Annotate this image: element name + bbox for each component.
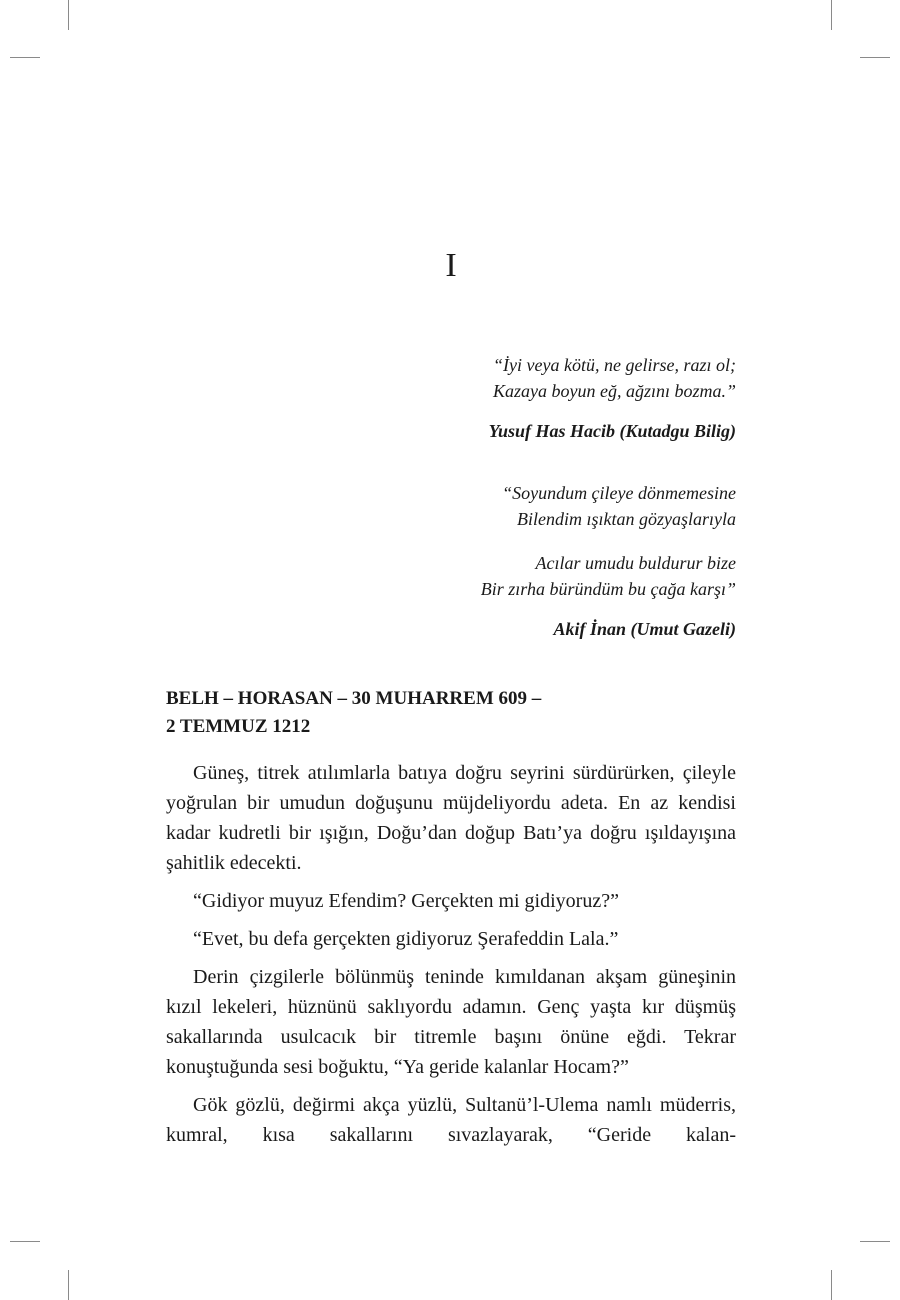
paragraph: Gök gözlü, değirmi akça yüzlü, Sultanü’l-Ulema namlı müderris, kumral, kısa sakallarını sıvazlayarak, “Geride kalan-: [166, 1094, 736, 1146]
page-body: [166, 0, 736, 1300]
crop-mark: [10, 57, 40, 58]
crop-mark: [860, 1241, 890, 1242]
prose-body: [166, 758, 736, 1150]
section-heading-line: 2 TEMMUZ 1212: [166, 716, 311, 737]
epigraph-attribution: Yusuf Has Hacib (Kutadgu Bilig): [488, 421, 736, 441]
epigraph-line: “İyi veya kötü, ne gelirse, razı ol;: [493, 355, 736, 375]
crop-mark: [831, 1270, 832, 1300]
epigraphs: [166, 352, 736, 642]
section-heading-line: BELH – HORASAN – 30 MUHARREM 609 –: [166, 688, 542, 709]
crop-mark: [68, 0, 69, 30]
paragraph: Güneş, titrek atılımlarla batıya doğru seyrini sürdürürken, çileyle yoğrulan bir umudun doğuşunu müjdeliyordu adeta. En az kendisi kadar kudretli bir ışığın, Doğu’dan doğup Batı’ya doğru ışıldayışına şahitlik edecekti.: [166, 762, 736, 874]
epigraph-line: Bilendim ışıktan gözyaşlarıyla: [517, 509, 736, 529]
crop-mark: [10, 1241, 40, 1242]
paragraph: “Gidiyor muyuz Efendim? Gerçekten mi gidiyoruz?”: [193, 890, 619, 912]
epigraph-line: “Soyundum çileye dönmemesine: [502, 483, 736, 503]
crop-mark: [860, 57, 890, 58]
epigraph-kutadgu-bilig: [166, 352, 736, 444]
epigraph-umut-gazeli: [166, 480, 736, 642]
section-heading: [166, 685, 736, 741]
paragraph: Derin çizgilerle bölünmüş teninde kımıldanan akşam güneşinin kızıl lekeleri, hüznünü saklıyordu adamın. Genç yaşta kır düşmüş sakallarında usulcacık bir titremle başını önüne eğdi. Tekrar konuştuğunda sesi boğuktu, “Ya geride kalanlar Hocam?”: [166, 966, 736, 1078]
crop-mark: [831, 0, 832, 30]
stanza-gap: [166, 532, 736, 550]
epigraph-line: Acılar umudu buldurur bize: [535, 553, 736, 573]
chapter-number: I: [445, 247, 457, 284]
paragraph: “Evet, bu defa gerçekten gidiyoruz Şerafeddin Lala.”: [193, 928, 619, 950]
crop-mark: [68, 1270, 69, 1300]
epigraph-line: Bir zırha büründüm bu çağa karşı”: [480, 579, 736, 599]
epigraph-attribution: Akif İnan (Umut Gazeli): [553, 619, 736, 639]
epigraph-line: Kazaya boyun eğ, ağzını bozma.”: [493, 381, 736, 401]
